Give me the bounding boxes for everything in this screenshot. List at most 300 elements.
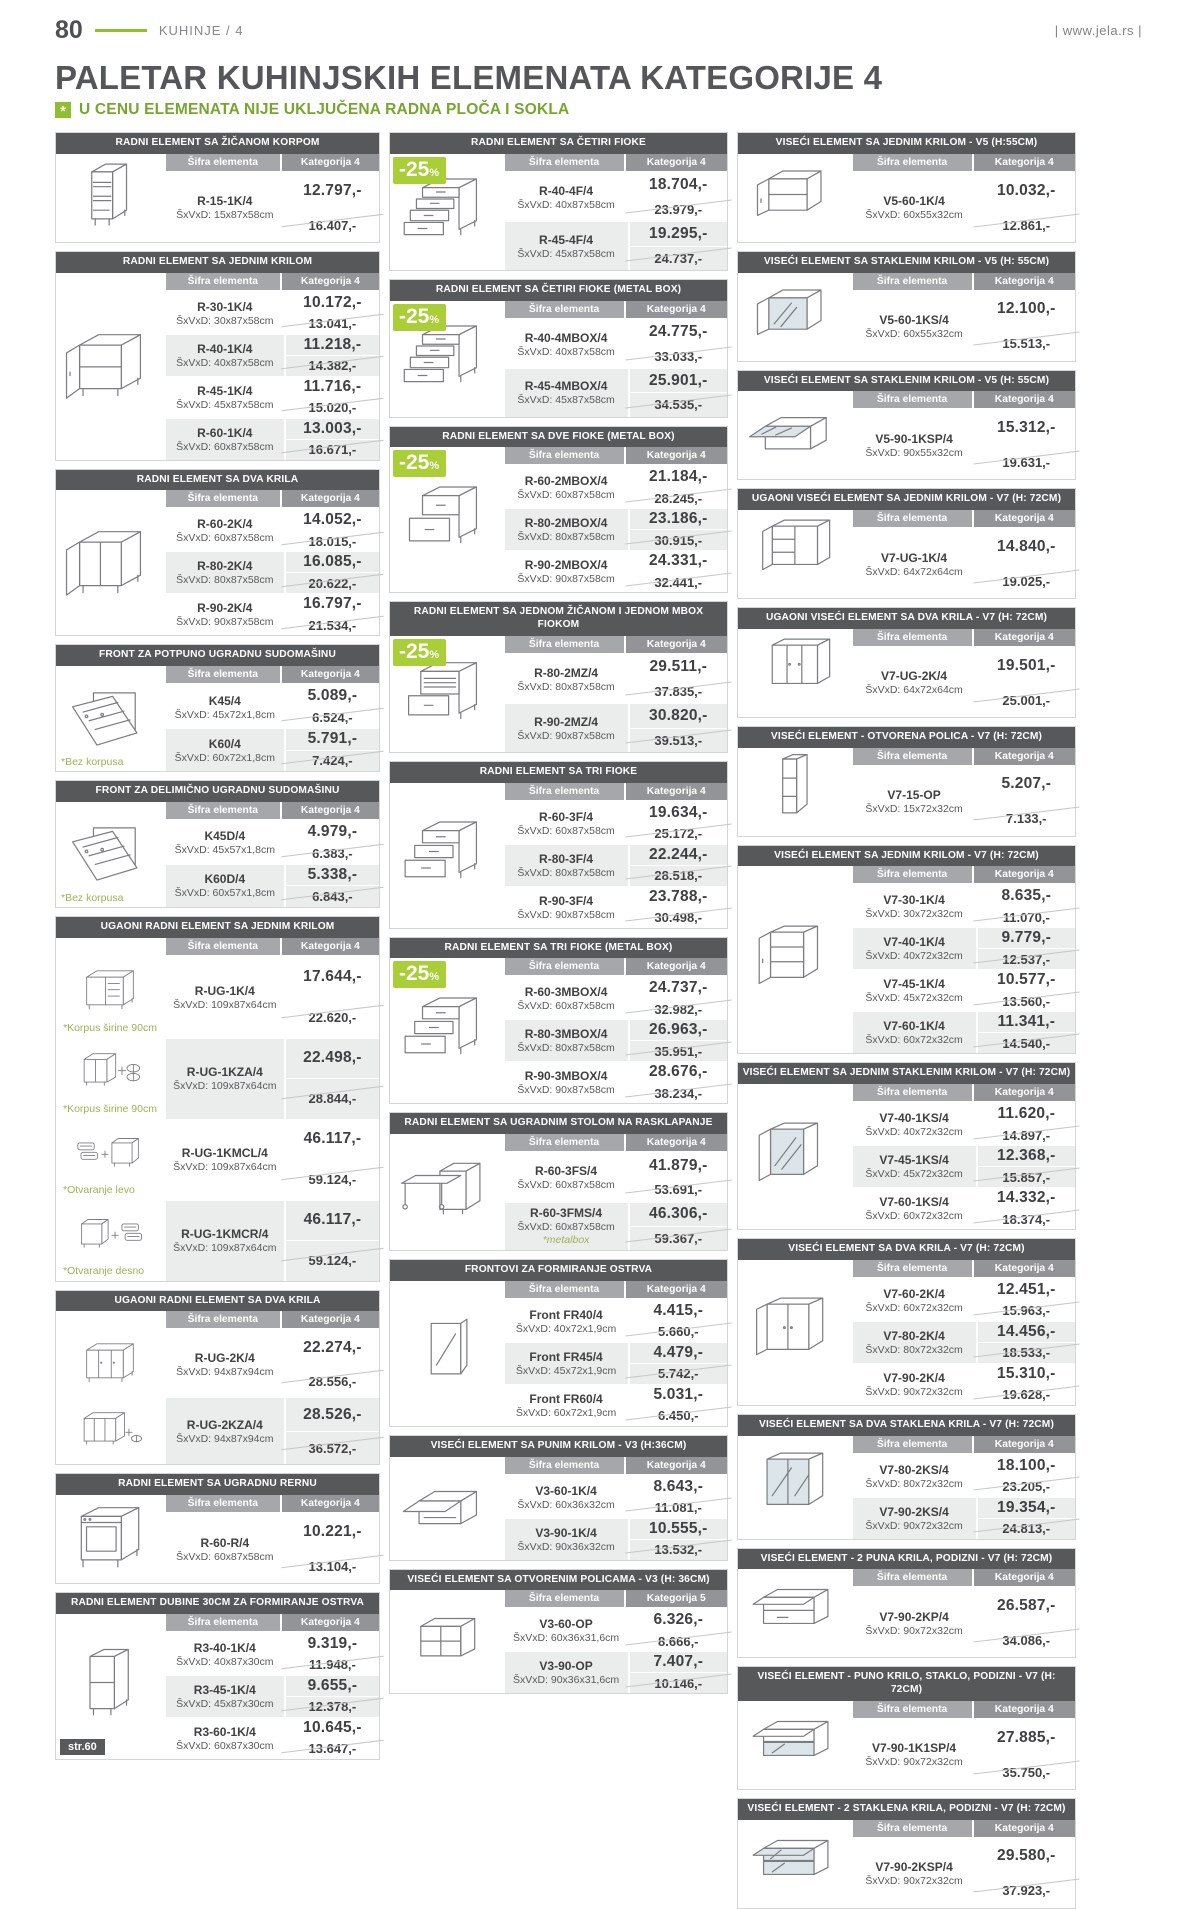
price-secondary: 10.146,- [630,1673,727,1693]
price-secondary: 12.378,- [286,1697,379,1717]
price-primary: 14.840,- [978,530,1075,565]
discount-badge: -25% [393,961,446,988]
price-secondary: 25.001,- [978,683,1075,717]
price-primary: 4.979,- [286,822,379,844]
product-dimensions: ŠxVxD: 109x87x64cm [173,1242,277,1254]
product-row [505,844,727,886]
code-column-header: Šifra elementa [853,510,974,527]
product-table [55,916,380,1282]
product-code-cell [166,958,286,1038]
product-table [389,1569,728,1695]
price-secondary: 59.124,- [286,1241,379,1281]
product-dimensions: ŠxVxD: 60x72x32cm [865,1034,963,1047]
product-table [389,761,728,929]
table-rows [853,629,1075,717]
product-illustration-cell [56,154,166,242]
product-table [55,469,380,637]
table-subheader [166,490,379,509]
product-dimensions: ŠxVxD: 60x72x32cm [865,1301,963,1314]
category-column-header: Kategorija 4 [626,958,727,975]
price-cell [630,174,727,222]
code-column-header: Šifra elementa [853,1436,974,1453]
product-code: R-UG-1KMCR/4 [181,1227,269,1241]
price-cell [286,552,379,593]
price-secondary: 15.963,- [978,1301,1075,1321]
table-subheader [166,666,379,685]
price-secondary: 12.861,- [978,208,1075,242]
price-cell [286,1331,379,1397]
price-cell [630,1154,727,1202]
product-illustration-cell [56,958,166,1038]
table-rows [505,636,727,752]
price-primary: 24.737,- [630,978,727,999]
price-cell [978,1364,1075,1405]
product-code: R-60-3MBOX/4 [524,985,608,1000]
price-cell [286,958,379,1038]
four-drawer-base-icon [398,319,494,399]
price-cell [978,928,1075,969]
code-column-header: Šifra elementa [853,273,974,290]
price-primary: 14.332,- [978,1188,1075,1209]
header-divider-line [95,29,147,32]
product-code-cell [505,803,630,844]
category-column-header: Kategorija 4 [974,1820,1075,1837]
product-row [853,885,1075,927]
price-primary: 12.100,- [978,293,1075,328]
product-code: V7-90-2K/4 [883,1370,945,1385]
table-subheader [853,748,1075,767]
price-primary: 29.511,- [630,656,727,680]
table-body [56,802,379,907]
product-illustration-cell [738,748,853,836]
table-title: VISEĆI ELEMENT SA PUNIM KRILOM - V3 (H:36CM) [390,1436,727,1457]
table-body [390,154,727,270]
product-code-cell [166,1398,286,1464]
corner-mechanism-left-icon [74,1124,146,1182]
code-column-header: Šifra elementa [853,1701,974,1718]
product-code: R-80-2MZ/4 [534,666,599,680]
product-code-cell [166,1120,286,1200]
category-column-header: Kategorija 4 [974,154,1075,171]
table-subheader [505,783,727,802]
code-column-header: Šifra elementa [853,1820,974,1837]
price-cell [630,1301,727,1342]
corner-base-carousel-icon [74,1043,146,1101]
table-title: VISEĆI ELEMENT SA DVA KRILA - V7 (H: 72CM) [738,1239,1075,1260]
price-secondary: 8.666,- [630,1631,727,1651]
product-illustration-cell [390,1457,505,1560]
page-header [0,0,1200,45]
table-body [738,748,1075,836]
product-code: R-60-1K/4 [197,425,253,440]
price-cell [978,293,1075,361]
product-dimensions: ŠxVxD: 45x87x30cm [176,1697,274,1710]
code-column-header: Šifra elementa [166,154,282,171]
price-primary: 5.791,- [286,729,379,751]
page-number: 80 [55,16,83,44]
product-row [505,1061,727,1103]
product-code: R-60-2MBOX/4 [524,474,608,489]
price-secondary: 19.628,- [978,1385,1075,1405]
page-ref-badge: str.60 [60,1739,105,1755]
product-illustration-cell [56,666,166,771]
table-rows [853,748,1075,836]
price-secondary: 59.124,- [286,1160,379,1200]
category-column-header: Kategorija 4 [974,1701,1075,1718]
table-rows [505,1281,727,1426]
table-rows [505,958,727,1103]
wall-double-glass-icon [746,1447,842,1527]
product-row [853,1103,1075,1145]
product-note: *Bez korpusa [61,756,124,768]
price-secondary: 32.982,- [630,999,727,1019]
product-note: *Otvaranje desno [63,1264,145,1277]
discount-badge: -25% [393,450,446,477]
product-dimensions: ŠxVxD: 40x87x58cm [176,356,274,369]
product-dimensions: ŠxVxD: 109x87x64cm [173,999,277,1011]
corner-double-base-carousel-icon [74,1402,146,1460]
table-rows [166,1614,379,1759]
page-header-left [55,16,244,45]
table-subheader [853,273,1075,292]
price-cell [630,1519,727,1560]
code-column-header: Šifra elementa [853,748,974,765]
price-primary: 46.117,- [286,1120,379,1161]
product-table [55,251,380,461]
price-cell [286,729,379,771]
product-dimensions: ŠxVxD: 40x87x58cm [517,199,615,211]
product-row [56,1330,379,1397]
product-dimensions: ŠxVxD: 80x87x58cm [517,1042,615,1055]
table-subheader [853,510,1075,529]
product-illustration-cell [738,866,853,1053]
price-primary: 11.620,- [978,1104,1075,1125]
table-rows [853,1569,1075,1657]
product-code-cell [853,293,978,361]
code-column-header: Šifra elementa [505,301,626,318]
product-code: R-UG-2KZA/4 [186,1417,263,1432]
table-body [738,273,1075,361]
product-code-cell [853,649,978,717]
product-code-cell [505,845,630,886]
product-row [166,728,379,771]
product-row [853,1720,1075,1789]
price-secondary: 20.622,- [286,573,379,593]
table-rows [853,1084,1075,1229]
product-code-cell [505,369,630,417]
price-secondary: 14.382,- [286,356,379,376]
price-secondary: 16.671,- [286,440,379,460]
product-code-cell [505,978,630,1019]
price-primary: 41.879,- [630,1154,727,1178]
product-code-cell [853,1589,978,1657]
product-illustration-cell [56,1614,166,1759]
price-secondary: 7.133,- [978,802,1075,836]
product-row [56,1038,379,1119]
price-primary: 8.643,- [630,1477,727,1498]
price-primary: 10.221,- [286,1515,379,1550]
product-code: R-45-4F/4 [539,232,594,247]
table-rows [56,1311,379,1464]
category-column-header: Kategorija 4 [626,301,727,318]
table-title: RADNI ELEMENT SA UGRADNU RERNU [56,1474,379,1495]
table-subheader [853,866,1075,885]
table-body [738,154,1075,242]
product-illustration-cell [56,1331,166,1397]
price-secondary: 34.086,- [978,1624,1075,1658]
pullout-table-cabinet-icon [398,1152,494,1232]
product-illustration-cell [738,629,853,717]
table-body [56,938,379,1281]
price-primary: 23.788,- [630,887,727,908]
product-table [389,1259,728,1427]
product-code-cell [166,174,286,242]
price-secondary: 34.535,- [630,393,727,416]
wall-single-door-icon [746,158,842,238]
table-body [738,1260,1075,1405]
product-code-cell [853,768,978,836]
price-secondary: 18.374,- [978,1209,1075,1229]
table-subheader [853,1820,1075,1839]
price-cell [630,1203,727,1251]
price-secondary: 33.033,- [630,345,727,368]
table-title: RADNI ELEMENT SA ČETIRI FIOKE [390,133,727,154]
product-dimensions: ŠxVxD: 80x72x32cm [865,1343,963,1356]
three-drawer-base-icon [398,815,494,895]
four-drawer-base-icon [398,172,494,252]
product-illustration-cell [56,802,166,907]
island-cabinet-icon [62,1646,158,1726]
product-row [853,648,1075,717]
product-code: R-60-3FS/4 [535,1164,598,1179]
product-table [737,488,1076,599]
product-code: V7-90-2KSP/4 [875,1860,953,1874]
table-title: UGAONI VISEĆI ELEMENT SA DVA KRILA - V7 (H: 72CM) [738,608,1075,629]
table-title: VISEĆI ELEMENT SA OTVORENIM POLICAMA - V3 (H: 36CM) [390,1570,727,1591]
table-subheader [56,1311,379,1330]
table-subheader [853,1260,1075,1279]
product-table [55,644,380,772]
product-dimensions: ŠxVxD: 90x87x58cm [517,908,615,921]
table-subheader [505,1281,727,1300]
product-code-cell [505,467,630,508]
product-row [166,1633,379,1675]
product-dimensions: ŠxVxD: 90x72x32cm [865,1624,963,1637]
code-column-header: Šifra elementa [505,447,626,464]
product-table [737,1548,1076,1659]
page-subtitle-row [55,101,1200,119]
price-secondary: 53.691,- [630,1178,727,1201]
price-cell [286,174,379,242]
category-column-header: Kategorija 4 [974,629,1075,646]
product-dimensions: ŠxVxD: 94x87x94cm [176,1432,274,1445]
table-title: RADNI ELEMENT SA DVE FIOKE (METAL BOX) [390,427,727,448]
table-title: VISEĆI ELEMENT - PUNO KRILO, STAKLO, PODIZNI - V7 (H: 72CM) [738,1667,1075,1701]
product-code: R-80-3MBOX/4 [524,1027,608,1042]
price-secondary: 14.540,- [978,1033,1075,1053]
price-primary: 26.963,- [630,1020,727,1041]
wall-flip-cabinet-icon [398,1468,494,1548]
product-code-cell [166,822,286,864]
product-code: V7-40-1KS/4 [879,1111,949,1125]
product-code-cell [166,552,286,593]
price-cell [630,1477,727,1518]
price-primary: 14.456,- [978,1322,1075,1343]
product-code: V7-90-1K1SP/4 [872,1741,957,1756]
category-column-header: Kategorija 4 [282,154,379,171]
price-cell [286,1676,379,1717]
table-subheader [505,154,727,173]
table-subheader [166,1495,379,1514]
category-column-header: Kategorija 4 [974,866,1075,883]
product-dimensions: ŠxVxD: 80x72x32cm [865,1477,963,1490]
price-cell [286,594,379,635]
price-secondary: 23.205,- [978,1477,1075,1497]
product-dimensions: ŠxVxD: 40x87x58cm [517,345,615,358]
price-secondary: 37.923,- [978,1874,1075,1908]
product-row [505,173,727,222]
table-subheader [166,154,379,173]
price-secondary: 14.897,- [978,1125,1075,1145]
product-code-cell [853,970,978,1011]
price-primary: 46.117,- [286,1201,379,1242]
product-dimensions: ŠxVxD: 80x87x58cm [176,574,274,587]
product-dimensions: ŠxVxD: 45x87x58cm [176,398,274,411]
product-dimensions: ŠxVxD: 60x55x32cm [865,328,963,340]
product-code: K45D/4 [204,829,246,844]
price-primary: 6.326,- [630,1610,727,1631]
product-row [505,508,727,550]
product-illustration-cell [738,154,853,242]
product-code: Front FR60/4 [529,1391,603,1406]
product-dimensions: ŠxVxD: 45x72x32cm [865,992,963,1005]
category-column-header: Kategorija 4 [974,1084,1075,1101]
product-code-cell [505,1343,630,1384]
table-title: RADNI ELEMENT SA TRI FIOKE (METAL BOX) [390,938,727,959]
price-cell [978,1721,1075,1789]
price-cell [630,369,727,417]
product-table [389,601,728,753]
product-dimensions: ŠxVxD: 15x87x58cm [176,209,274,222]
price-primary: 5.207,- [978,768,1075,803]
website-label: | www.jela.rs | [1054,23,1142,38]
table-title: VISEĆI ELEMENT - 2 PUNA KRILA, PODIZNI - V7 (H: 72CM) [738,1549,1075,1570]
product-code: R-15-1K/4 [197,194,253,209]
product-row [853,1145,1075,1187]
price-secondary: 5.742,- [630,1364,727,1384]
product-code: R3-40-1K/4 [193,1640,256,1655]
price-secondary: 18.533,- [978,1343,1075,1363]
product-illustration-cell [738,1701,853,1789]
table-body [738,391,1075,479]
table-title: FRONTOVI ZA FORMIRANJE OSTRVA [390,1260,727,1281]
category-column-header: Kategorija 4 [626,154,727,171]
code-column-header: Šifra elementa [166,1495,282,1512]
product-row [166,864,379,907]
wall-glass-flip-icon [746,395,842,475]
product-code-cell [505,174,630,222]
table-title: RADNI ELEMENT SA ŽIČANOM KORPOM [56,133,379,154]
price-primary: 24.775,- [630,321,727,345]
product-code: V5-60-1K/4 [883,194,945,209]
table-title: VISEĆI ELEMENT SA JEDNIM STAKLENIM KRILOM - V7 (H: 72CM) [738,1063,1075,1084]
table-body [390,1590,727,1693]
product-code-cell [853,1721,978,1789]
product-row [853,969,1075,1011]
table-subheader [853,629,1075,648]
corner-wall-single-icon [746,514,842,594]
product-code: R-80-2MBOX/4 [524,516,608,531]
price-primary: 10.645,- [286,1718,379,1739]
product-dimensions: ŠxVxD: 90x87x58cm [176,616,274,629]
product-row [166,334,379,376]
product-dimensions: ŠxVxD: 90x72x32cm [865,1875,963,1887]
price-primary: 10.032,- [978,174,1075,209]
product-row [166,376,379,418]
price-cell [630,656,727,704]
code-column-header: Šifra elementa [166,1614,282,1631]
price-cell [978,411,1075,479]
discount-badge: -25% [393,639,446,666]
price-secondary: 24.737,- [630,247,727,270]
price-primary: 4.479,- [630,1343,727,1364]
price-cell [286,1398,379,1464]
double-door-base-icon [62,523,158,603]
product-code-cell [853,1012,978,1053]
price-cell [286,335,379,376]
page-subtitle: U CENU ELEMENATA NIJE UKLJUČENA RADNA PLOČA I SOKLA [79,101,570,118]
price-secondary: 15.857,- [978,1167,1075,1187]
product-row [505,1019,727,1061]
price-secondary: 59.367,- [630,1227,727,1250]
product-table [55,1592,380,1760]
price-cell [630,1343,727,1384]
product-row [505,466,727,508]
category-column-header: Kategorija 4 [626,1134,727,1151]
price-primary: 18.704,- [630,174,727,198]
price-primary: 11.716,- [286,377,379,398]
product-code: V5-90-1KSP/4 [875,431,953,446]
product-row [505,802,727,844]
code-column-header: Šifra elementa [853,1260,974,1277]
product-row [505,1609,727,1651]
code-column-header: Šifra elementa [505,783,626,800]
price-cell [286,1039,379,1119]
category-column-header: Kategorija 4 [282,938,379,955]
product-code: R-40-1K/4 [197,341,253,356]
table-rows [56,938,379,1281]
product-dimensions: ŠxVxD: 60x36x32cm [517,1498,615,1511]
product-illustration-cell [56,273,166,460]
table-body [738,1436,1075,1539]
price-cell [630,704,727,752]
product-code: R3-60-1K/4 [193,1724,256,1739]
price-cell [630,321,727,369]
product-row [505,1518,727,1560]
price-cell [630,803,727,844]
product-row [505,655,727,704]
product-table [389,937,728,1105]
price-cell [286,377,379,418]
table-subheader [166,1614,379,1633]
table-rows [505,1590,727,1693]
catalog-column-3 [737,132,1076,1909]
product-table [737,370,1076,481]
product-code-cell [853,1456,978,1497]
product-row [853,1588,1075,1657]
product-row [853,1187,1075,1229]
table-subheader [505,1590,727,1609]
